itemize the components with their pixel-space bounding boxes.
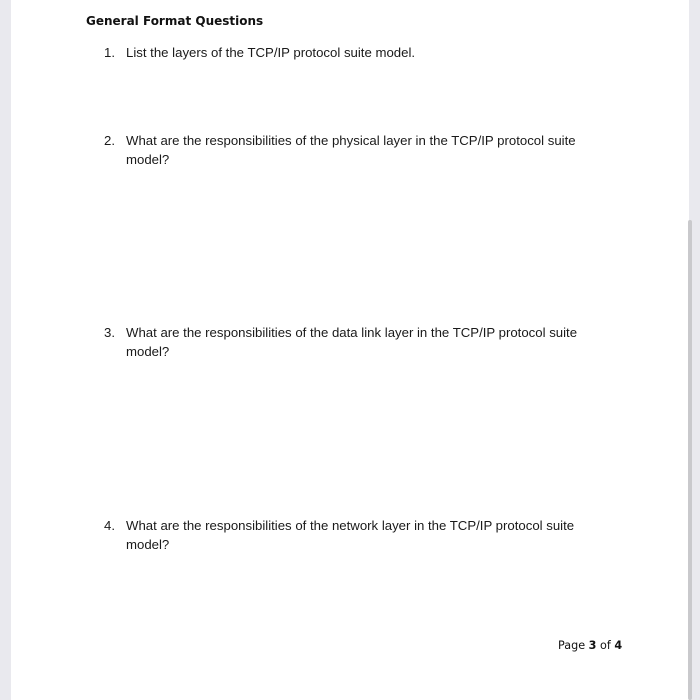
question-item <box>104 323 604 361</box>
question-item <box>104 131 604 169</box>
question-text: What are the responsibilities of the physical layer in the TCP/IP protocol suite model? <box>126 133 576 167</box>
question-number: 1. <box>104 45 115 60</box>
question-item <box>104 516 604 554</box>
question-text: What are the responsibilities of the data link layer in the TCP/IP protocol suite model? <box>126 325 578 359</box>
question-number: 2. <box>104 133 115 148</box>
footer-total-pages: 4 <box>614 639 623 652</box>
question-number: 4. <box>104 518 115 533</box>
footer-current-page: 3 <box>588 639 597 652</box>
question-text: List the layers of the TCP/IP protocol suite model. <box>126 45 416 60</box>
page-footer <box>558 639 622 652</box>
question-item <box>104 43 604 62</box>
footer-page-word: Page <box>558 639 586 652</box>
section-heading: General Format Questions <box>86 14 264 28</box>
question-number: 3. <box>104 325 115 340</box>
footer-of-word: of <box>600 639 611 652</box>
question-text: What are the responsibilities of the network layer in the TCP/IP protocol suite model? <box>126 518 575 552</box>
vertical-scrollbar[interactable] <box>688 220 692 700</box>
